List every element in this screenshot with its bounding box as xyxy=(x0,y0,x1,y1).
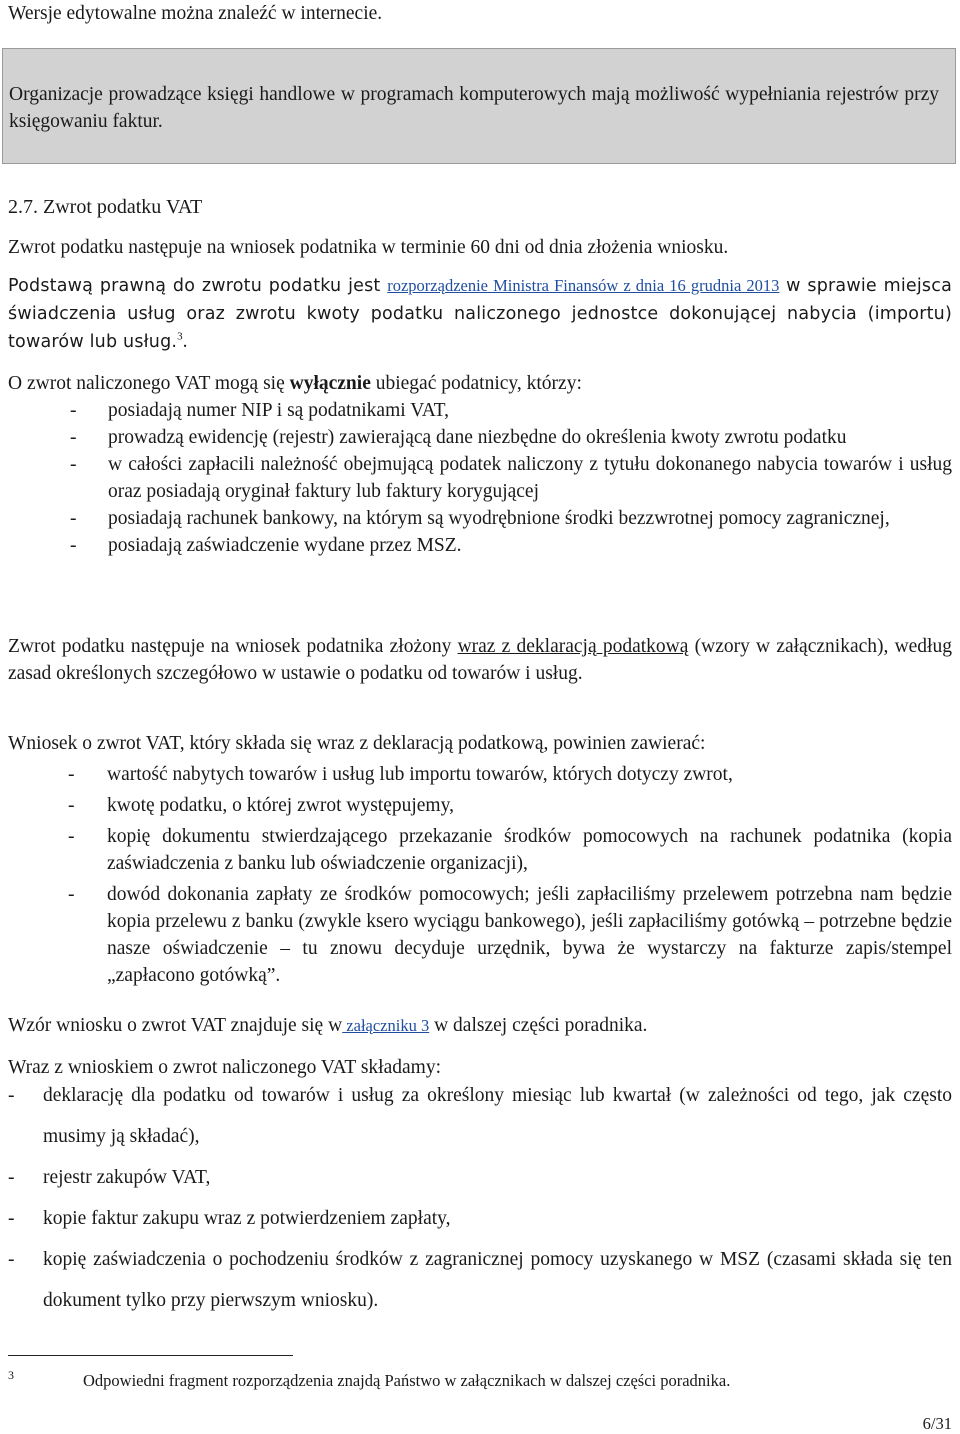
list-item xyxy=(0,505,952,532)
template-reference-paragraph xyxy=(8,1012,952,1039)
list-item xyxy=(8,823,952,877)
eligibility-bold: wyłącznie xyxy=(289,373,371,394)
list-item-text: posiadają zaświadczenie wydane przez MSZ. xyxy=(108,535,462,556)
list-item xyxy=(8,1157,952,1198)
attachments-list xyxy=(8,1075,952,1321)
eligibility-list xyxy=(8,397,952,559)
legal-basis-paragraph xyxy=(8,272,952,356)
list-item-text: dowód dokonania zapłaty ze środków pomocowych; jeśli zapłaciliśmy przelewem potrzebna nam będzie kopia przelewu z banku (zwykle ksero wyciągu bankowego), jeśli zapłaciliśmy gotówką – potrzebne będzie nasze oświadczenie – tu znowu decyduje urzędnik, bywa że wystarczy na fakturze zapis/stempel „zapłacono gotówką”. xyxy=(107,884,952,986)
intro-paragraph: Zwrot podatku następuje na wniosek podatnika w terminie 60 dni od dnia złożenia wniosku. xyxy=(8,237,729,258)
application-section xyxy=(8,730,952,989)
eligibility-intro xyxy=(8,370,952,397)
regulation-link[interactable]: rozporządzenie Ministra Finansów z dnia 16 grudnia 2013 xyxy=(387,276,780,295)
list-item-text: deklarację dla podatku od towarów i usług za określony miesiąc lub kwartał (w zależności od tego, jak często musimy ją składać), xyxy=(43,1085,952,1147)
list-item xyxy=(8,1075,952,1157)
template-ref-before: Wzór wniosku o zwrot VAT znajduje się w xyxy=(8,1015,343,1036)
list-item xyxy=(0,397,952,424)
list-item-text: kopię zaświadczenia o pochodzeniu środków z zagranicznej pomocy uzyskanego w MSZ (czasami składa się ten dokument tylko przy pierwszym wniosku). xyxy=(43,1249,952,1311)
list-dash: - xyxy=(68,795,75,816)
list-item-text: wartość nabytych towarów i usług lub importu towarów, których dotyczy zwrot, xyxy=(107,764,733,785)
eligibility-intro-after: ubiegać podatnicy, którzy: xyxy=(370,373,582,394)
attachments-intro: Wraz z wnioskiem o zwrot naliczonego VAT składamy: xyxy=(8,1057,441,1078)
list-dash: - xyxy=(8,1249,15,1270)
list-item-text: kopię dokumentu stwierdzającego przekazanie środków pomocowych na rachunek podatnika (kopia zaświadczenia z banku lub oświadczenie organizacji), xyxy=(107,826,952,874)
legal-basis-after: w sprawie miejsca świadczenia usług oraz zwrotu kwoty podatku naliczonego jednostce dokonującej nabycia (importu) towarów lub usług. xyxy=(8,276,952,352)
refund-before: Zwrot podatku następuje na wniosek podatnika złożony xyxy=(8,636,458,657)
list-dash: - xyxy=(68,764,75,785)
list-item-text: rejestr zakupów VAT, xyxy=(43,1167,211,1188)
list-item xyxy=(8,761,952,788)
refund-after: (wzory w załącznikach), według zasad określonych szczegółowo w ustawie o podatku od towarów i usług. xyxy=(8,636,952,684)
list-dash: - xyxy=(70,454,77,475)
list-item xyxy=(8,881,952,989)
application-list xyxy=(8,761,952,989)
list-item xyxy=(0,424,952,451)
application-intro: Wniosek o zwrot VAT, który składa się wraz z deklaracją podatkową, powinien zawierać: xyxy=(8,733,706,754)
section-number: 2.7. xyxy=(8,196,38,218)
top-note: Wersje edytowalne można znaleźć w internecie. xyxy=(8,3,383,24)
list-item xyxy=(8,1239,952,1321)
list-item-text: kopie faktur zakupu wraz z potwierdzeniem zapłaty, xyxy=(43,1208,451,1229)
list-item-text: posiadają numer NIP i są podatnikami VAT, xyxy=(108,400,450,421)
list-dash: - xyxy=(70,400,77,421)
legal-basis-end: . xyxy=(182,331,188,352)
list-item-text: prowadzą ewidencję (rejestr) zawierającą dane niezbędne do określenia kwoty zwrotu podatku xyxy=(108,427,847,448)
list-dash: - xyxy=(8,1085,15,1106)
list-item xyxy=(0,532,952,559)
footnote-ref[interactable]: 3 xyxy=(177,330,183,343)
footnote-number: 3 xyxy=(8,1368,14,1382)
list-item-text: posiadają rachunek bankowy, na którym są wyodrębnione środki bezzwrotnej pomocy zagranicznej, xyxy=(108,508,890,529)
attachment-3-link[interactable]: załączniku 3 xyxy=(342,1016,430,1035)
list-item-text: w całości zapłacili należność obejmującą podatek naliczony z tytułu dokonanego nabycia towarów i usług oraz posiadają oryginał faktury lub faktury korygującej xyxy=(108,454,952,502)
refund-underlined: wraz z deklaracją podatkową xyxy=(457,636,689,657)
eligibility-intro-before: O zwrot naliczonego VAT mogą się xyxy=(8,373,290,394)
list-dash: - xyxy=(70,535,77,556)
list-item xyxy=(8,792,952,819)
info-box xyxy=(2,48,956,164)
list-dash: - xyxy=(70,508,77,529)
list-dash: - xyxy=(68,826,75,847)
list-dash: - xyxy=(68,884,75,905)
eligibility-section xyxy=(8,370,952,559)
list-dash: - xyxy=(70,427,77,448)
footnote-text: Odpowiedni fragment rozporządzenia znajdą Państwo w załącznikach w dalszej części poradnika. xyxy=(83,1371,731,1390)
attachments-section xyxy=(8,1054,952,1321)
refund-procedure-paragraph xyxy=(8,633,952,687)
list-dash: - xyxy=(8,1167,15,1188)
list-item xyxy=(0,451,952,505)
list-dash: - xyxy=(8,1208,15,1229)
legal-basis-before: Podstawą prawną do zwrotu podatku jest xyxy=(8,276,388,296)
template-ref-after: w dalszej części poradnika. xyxy=(429,1015,648,1036)
page-number: 6/31 xyxy=(922,1414,952,1433)
section-title: Zwrot podatku VAT xyxy=(43,196,203,218)
info-box-text: Organizacje prowadzące księgi handlowe w programach komputerowych mają możliwość wypełniania rejestrów przy księgowaniu faktur. xyxy=(9,84,939,132)
section-heading xyxy=(8,194,952,220)
list-item xyxy=(8,1198,952,1239)
list-item-text: kwotę podatku, o której zwrot występujemy, xyxy=(107,795,454,816)
footnote-divider xyxy=(8,1355,293,1356)
